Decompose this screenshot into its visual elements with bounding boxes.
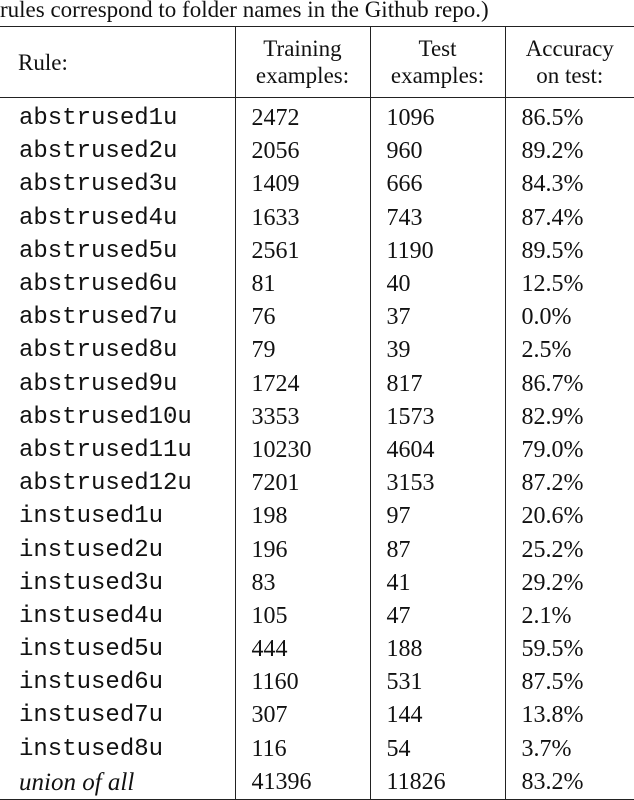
training-cell: 1724 (235, 368, 370, 401)
accuracy-cell: 25.2% (521, 536, 584, 563)
table-row (0, 268, 634, 301)
table-row (0, 600, 634, 633)
training-cell: 81 (235, 268, 370, 301)
rule-cell: abstrused11u (0, 434, 235, 467)
test-cell: 97 (370, 500, 505, 533)
header-accuracy-line2: on test: (536, 63, 604, 88)
test-cell: 144 (370, 699, 505, 732)
test-cell: 1096 (370, 98, 505, 136)
table-row (0, 334, 634, 367)
table-row (0, 434, 634, 467)
accuracy-cell: 79.0% (521, 436, 584, 463)
header-training-line2: examples: (255, 63, 350, 88)
training-cell: 196 (235, 533, 370, 566)
table-header-row (0, 27, 634, 98)
table-row (0, 301, 634, 334)
test-cell: 40 (370, 268, 505, 301)
header-training (235, 27, 370, 98)
accuracy-cell: 84.3% (521, 171, 584, 198)
table-row (0, 699, 634, 732)
accuracy-cell: 86.5% (505, 98, 634, 136)
test-cell: 3153 (370, 467, 505, 500)
rule-cell: abstrused12u (0, 467, 235, 500)
test-cell: 87 (370, 533, 505, 566)
table-row (0, 98, 634, 136)
accuracy-cell: 87.5% (521, 669, 584, 696)
test-cell: 54 (370, 733, 505, 766)
rule-cell: abstrused6u (0, 268, 235, 301)
training-cell: 444 (235, 633, 370, 666)
table-row (0, 135, 634, 168)
training-cell: 198 (235, 500, 370, 533)
training-cell: 105 (235, 600, 370, 633)
rule-cell: instused6u (0, 666, 235, 699)
rule-cell: abstrused4u (0, 202, 235, 235)
training-cell: 2472 (235, 98, 370, 136)
accuracy-cell: 83.2% (505, 766, 634, 800)
training-cell: 76 (235, 301, 370, 334)
rule-cell: instused2u (0, 533, 235, 566)
test-cell: 4604 (370, 434, 505, 467)
table-row (0, 235, 634, 268)
table-row (0, 733, 634, 766)
table-row (0, 633, 634, 666)
table-row (0, 202, 634, 235)
rule-cell: abstrused7u (0, 301, 235, 334)
accuracy-cell: 82.9% (521, 403, 584, 430)
table-row (0, 467, 634, 500)
rule-cell: instused4u (0, 600, 235, 633)
training-cell: 307 (235, 699, 370, 732)
training-cell: 1409 (235, 168, 370, 201)
rule-cell: instused1u (0, 500, 235, 533)
rule-cell: abstrused5u (0, 235, 235, 268)
training-cell: 10230 (235, 434, 370, 467)
test-cell: 960 (370, 135, 505, 168)
test-cell: 531 (370, 666, 505, 699)
training-cell: 41396 (235, 766, 370, 800)
table-body (0, 98, 634, 800)
accuracy-cell: 89.2% (521, 138, 584, 165)
test-cell: 41 (370, 567, 505, 600)
table-row (0, 567, 634, 600)
rule-cell: instused7u (0, 699, 235, 732)
rule-cell: union of all (0, 766, 235, 800)
rule-cell: instused8u (0, 733, 235, 766)
accuracy-cell: 12.5% (521, 271, 584, 298)
header-accuracy (505, 27, 634, 98)
training-cell: 7201 (235, 467, 370, 500)
test-cell: 666 (370, 168, 505, 201)
accuracy-cell: 3.7% (521, 735, 572, 762)
table-row (0, 500, 634, 533)
rules-table (0, 26, 634, 800)
rule-cell: abstrused1u (0, 98, 235, 136)
rule-cell: abstrused9u (0, 368, 235, 401)
rule-cell: instused3u (0, 567, 235, 600)
header-test (370, 27, 505, 98)
accuracy-cell: 59.5% (521, 636, 584, 663)
table-row (0, 168, 634, 201)
test-cell: 1190 (370, 235, 505, 268)
header-test-line1: Test (418, 36, 457, 61)
accuracy-cell: 2.1% (521, 602, 572, 629)
training-cell: 83 (235, 567, 370, 600)
table-row (0, 368, 634, 401)
accuracy-cell: 2.5% (521, 337, 572, 364)
header-test-line2: examples: (390, 63, 485, 88)
accuracy-cell: 87.2% (521, 470, 584, 497)
test-cell: 743 (370, 202, 505, 235)
training-cell: 1160 (235, 666, 370, 699)
accuracy-cell: 0.0% (521, 304, 572, 331)
rule-cell: abstrused3u (0, 168, 235, 201)
table-row (0, 533, 634, 566)
rule-cell: abstrused2u (0, 135, 235, 168)
header-accuracy-line1: Accuracy (525, 36, 614, 61)
training-cell: 116 (235, 733, 370, 766)
accuracy-cell: 89.5% (521, 237, 584, 264)
header-training-line1: Training (263, 36, 342, 61)
training-cell: 3353 (235, 401, 370, 434)
rule-cell: abstrused10u (0, 401, 235, 434)
test-cell: 47 (370, 600, 505, 633)
accuracy-cell: 13.8% (521, 702, 584, 729)
training-cell: 2056 (235, 135, 370, 168)
rule-cell: abstrused8u (0, 334, 235, 367)
accuracy-cell: 86.7% (521, 370, 584, 397)
test-cell: 188 (370, 633, 505, 666)
table-row (0, 766, 634, 800)
table-row (0, 666, 634, 699)
accuracy-cell: 29.2% (521, 569, 584, 596)
table-row (0, 401, 634, 434)
header-rule: Rule: (0, 27, 235, 98)
training-cell: 79 (235, 334, 370, 367)
test-cell: 1573 (370, 401, 505, 434)
test-cell: 39 (370, 334, 505, 367)
test-cell: 37 (370, 301, 505, 334)
rule-cell: instused5u (0, 633, 235, 666)
accuracy-cell: 20.6% (521, 503, 584, 530)
test-cell: 11826 (370, 766, 505, 800)
training-cell: 2561 (235, 235, 370, 268)
accuracy-cell: 87.4% (521, 204, 584, 231)
table-caption: rules correspond to folder names in the Github repo.) (0, 0, 489, 22)
training-cell: 1633 (235, 202, 370, 235)
test-cell: 817 (370, 368, 505, 401)
